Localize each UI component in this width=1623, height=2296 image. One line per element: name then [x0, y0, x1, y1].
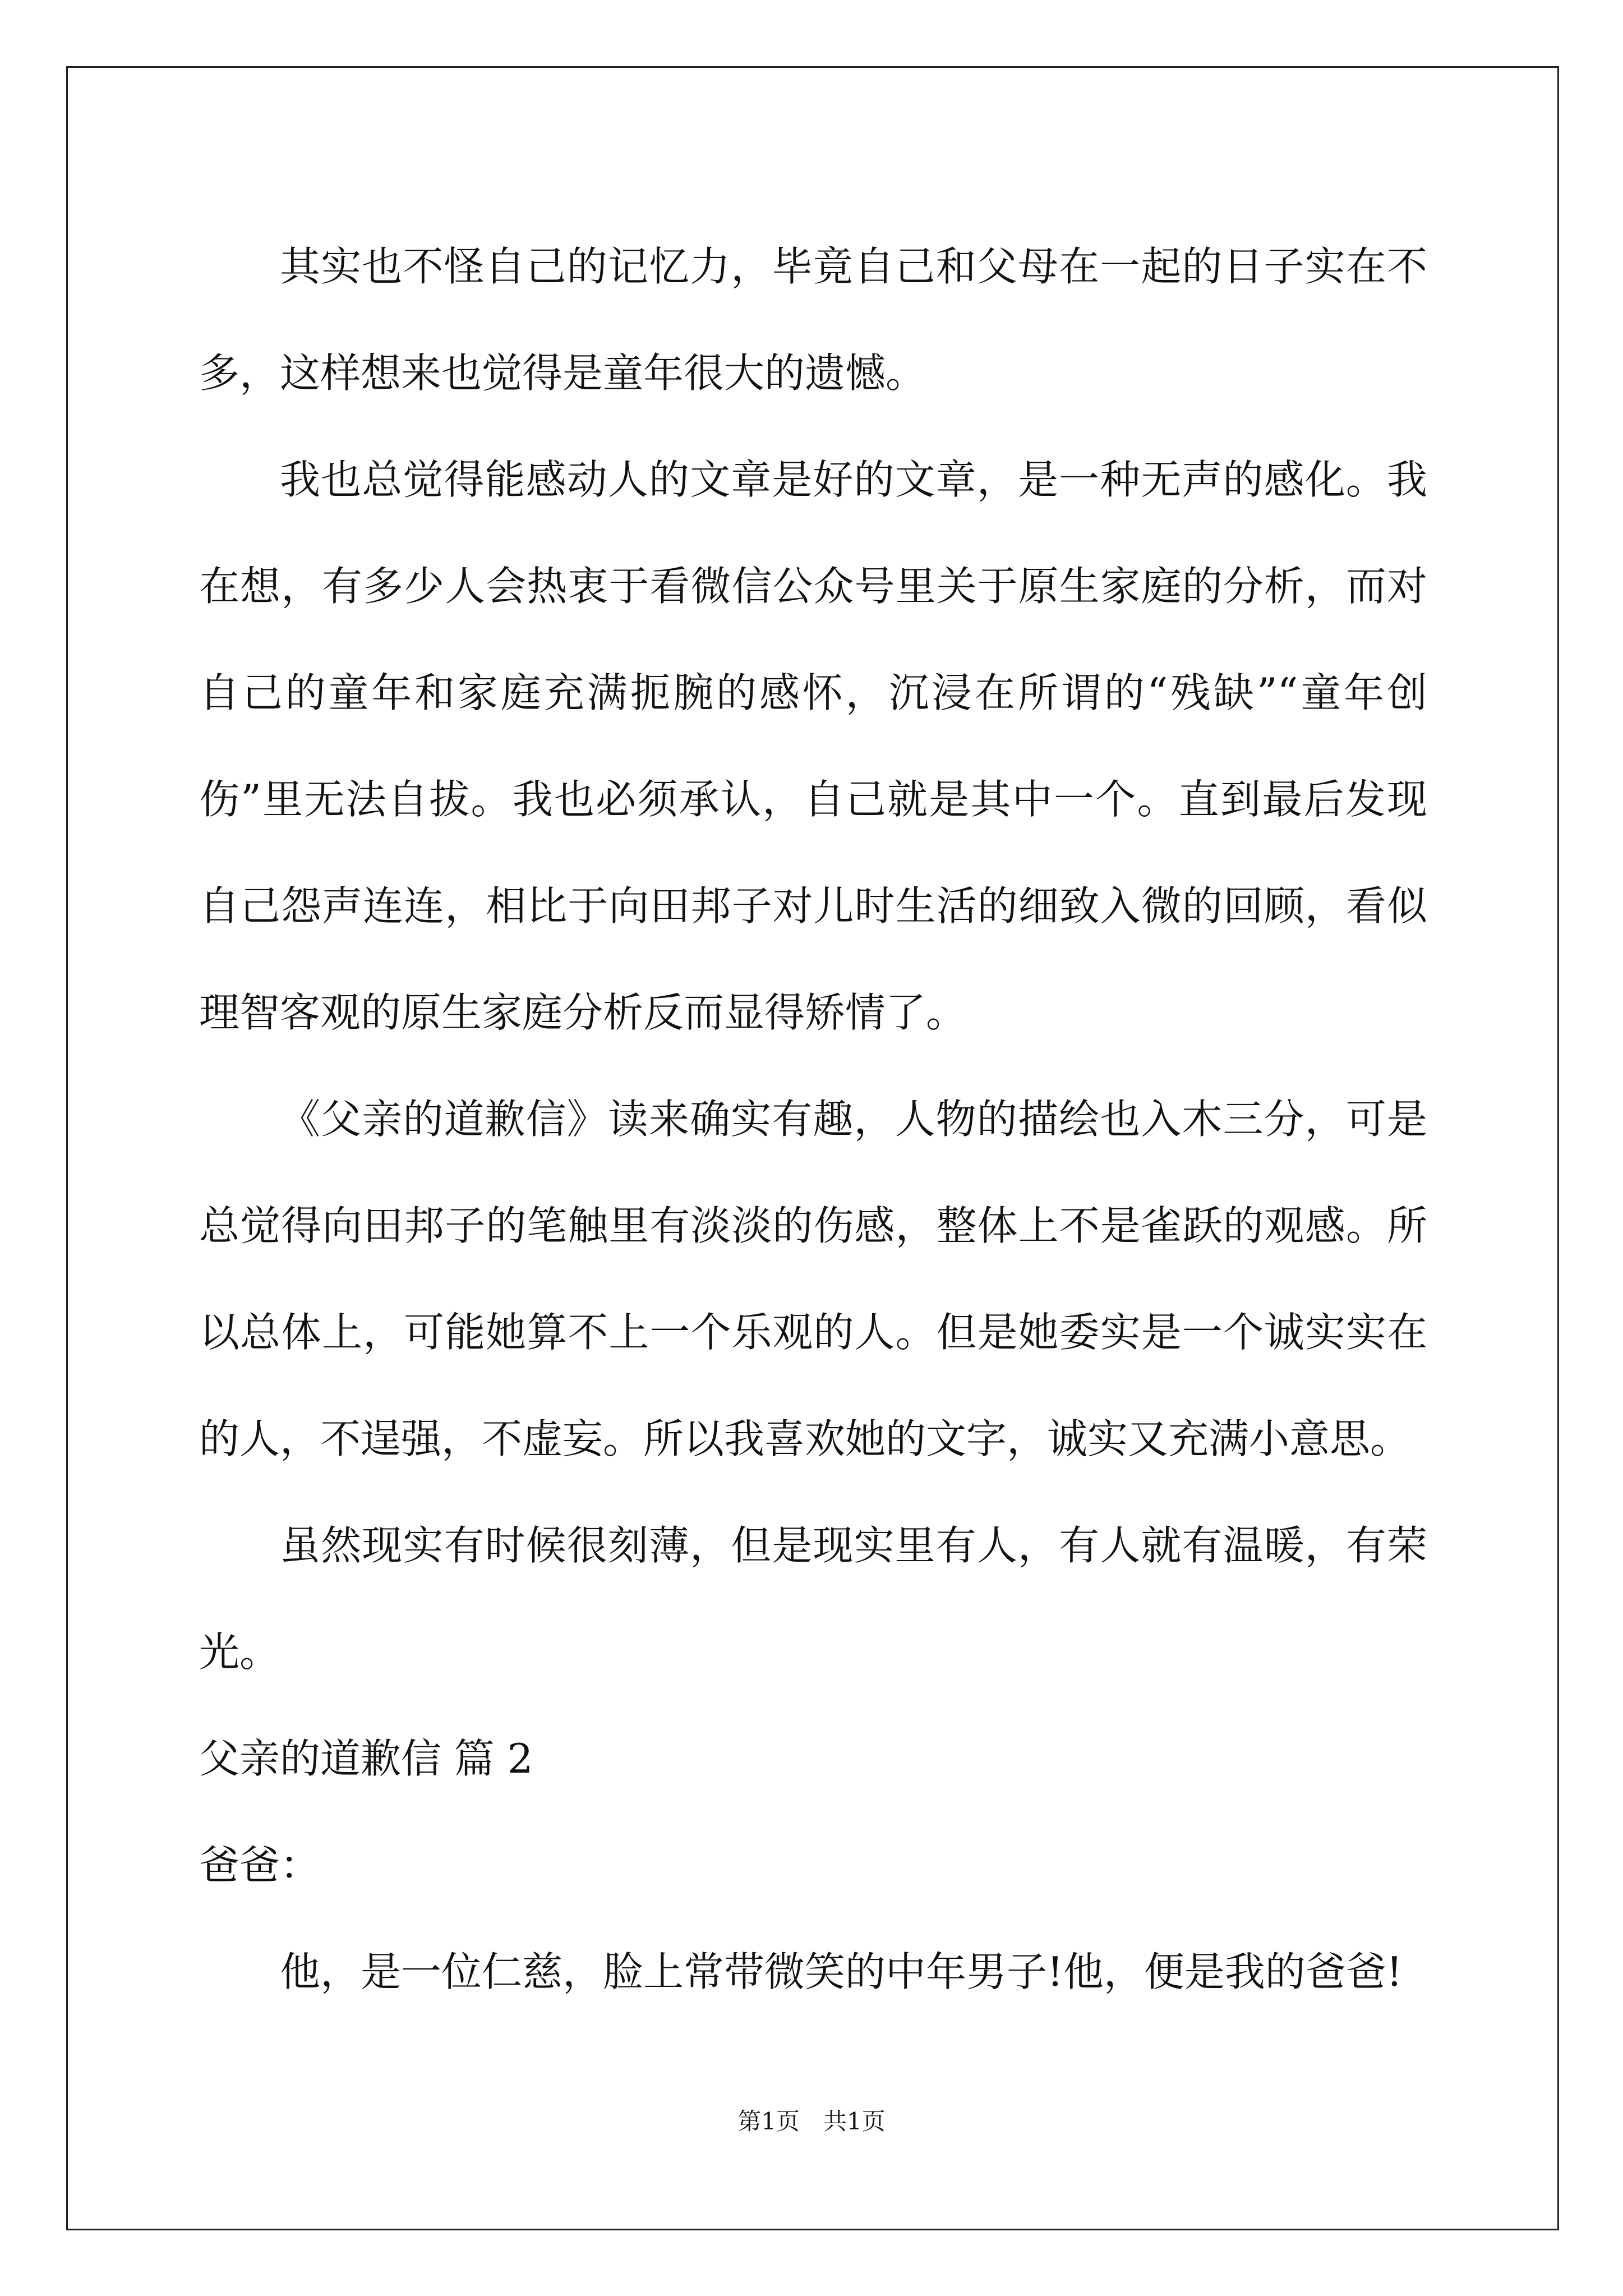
paragraph-5: 他，是一位仁慈，脸上常带微笑的中年男子!他，便是我的爸爸! — [280, 1948, 1403, 1995]
paragraph-3: 《父亲的道歉信》读来确实有趣，人物的描绘也入木三分，可是总觉得向田邦子的笔触里有淡淡的伤感，整体上不是雀跃的观感。所以总体上，可能她算不上一个乐观的人。但是她委实是一个诚实实在的人，不逞强，不虚妄。所以我喜欢她的文字，诚实又充满小意思。 — [199, 1096, 1427, 1462]
salutation: 爸爸： — [199, 1842, 321, 1889]
paragraph-2: 我也总觉得能感动人的文章是好的文章，是一种无声的感化。我在想，有多少人会热衷于看微信公众号里关于原生家庭的分析，而对自己的童年和家庭充满扼腕的感怀，沉浸在所谓的“残缺”“童年创伤”里无法自拔。我也必须承认，自己就是其中一个。直到最后发现自己怨声连连，相比于向田邦子对儿时生活的细致入微的回顾，看似理智客观的原生家庭分析反而显得矫情了。 — [199, 456, 1427, 1036]
paragraph-1: 其实也不怪自己的记忆力，毕竟自己和父母在一起的日子实在不多，这样想来也觉得是童年很大的遗憾。 — [199, 243, 1427, 397]
section-title: 父亲的道歉信 篇 2 — [199, 1735, 533, 1782]
paragraph-4: 虽然现实有时候很刻薄，但是现实里有人，有人就有温暖，有荣光。 — [199, 1522, 1427, 1676]
page-footer: 第1页 共1页 — [737, 2108, 886, 2135]
document-body — [199, 213, 1427, 2025]
